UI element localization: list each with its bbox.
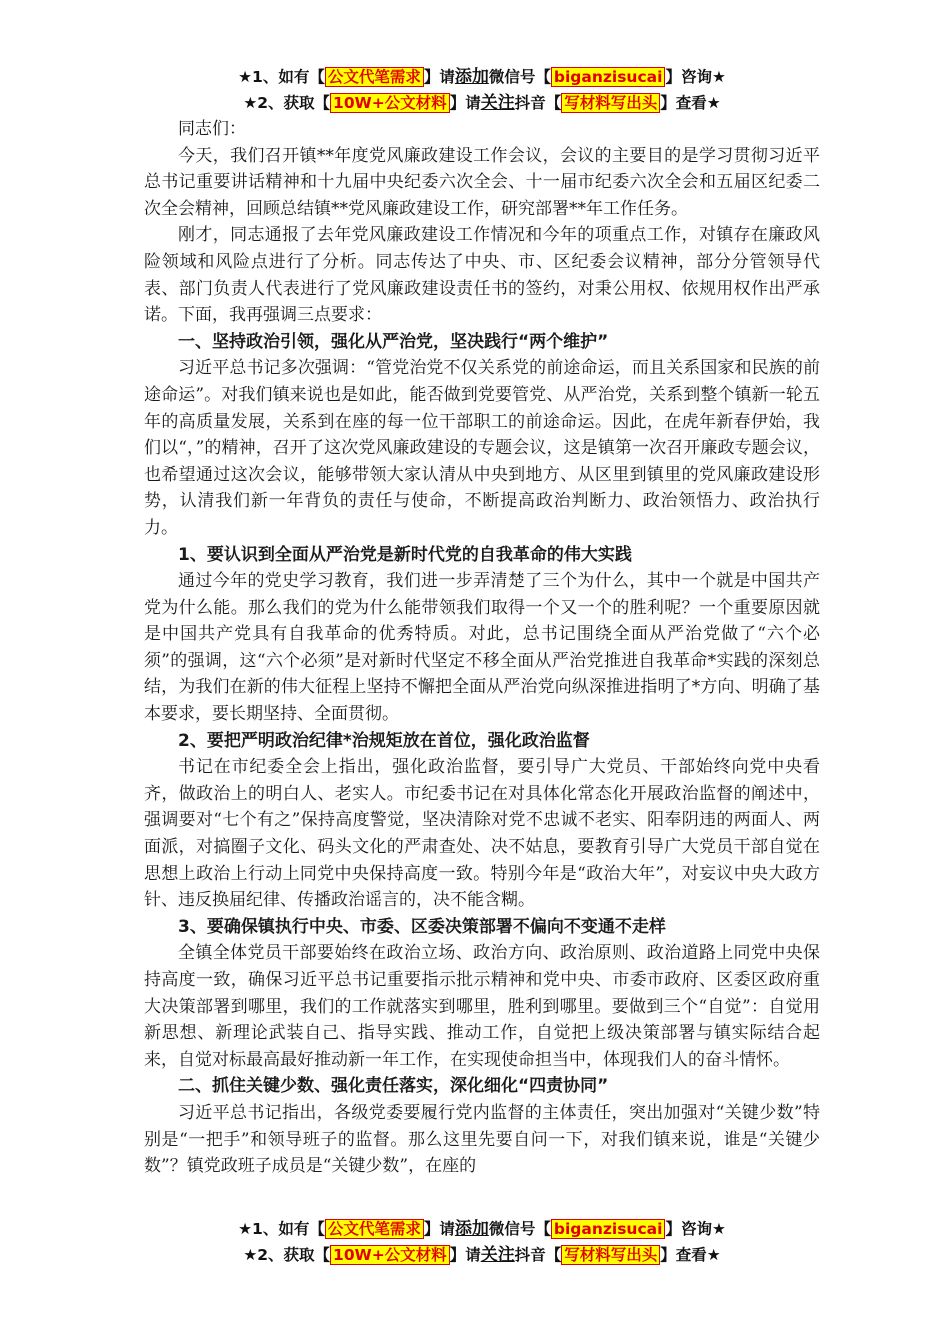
section-heading: 二、抓住关键少数、强化责任落实，深化细化“四责协同”: [178, 1076, 609, 1097]
footer-banner: [144, 1216, 820, 1268]
subsection-heading: 3、要确保镇执行中央、市委、区委决策部署不偏向不变通不走样: [178, 916, 666, 937]
paragraph: 今天，我们召开镇**年度党风廉政建设工作会议，会议的主要目的是学习贯彻习近平总书记重要讲话精神和十九届中央纪委六次全会、十一届市纪委六次全会和五届区纪委二次全会精神，回顾总结镇**党风廉政建设工作，研究部署**年工作任务。: [144, 145, 820, 219]
subsection-heading: 2、要把严明政治纪律*治规矩放在首位，强化政治监督: [178, 730, 590, 751]
document-page: [144, 64, 820, 1180]
paragraph: 刚才，同志通报了去年党风廉政建设工作情况和今年的项重点工作，对镇存在廉政风险领域和风险点进行了分析。同志传达了中央、市、区纪委会议精神，部分分管领导代表、部门负责人代表进行了党风廉政建设责任书的签约，对秉公用权、依规用权作出严承诺。下面，我再强调三点要求：: [144, 225, 820, 326]
douyin-highlight: 写材料写出头: [561, 93, 660, 113]
highlight-tag: 10W+公文材料: [330, 93, 450, 113]
section-heading: 一、坚持政治引领，强化从严治党，坚决践行“两个维护”: [178, 331, 609, 352]
wechat-id-highlight: biganzisucai: [551, 67, 666, 87]
paragraph: 通过今年的党史学习教育，我们进一步弄清楚了三个为什么，其中一个就是中国共产党为什么能。那么我们的党为什么能带领我们取得一个又一个的胜利呢？一个重要原因就是中国共产党具有自我革命的优秀特质。对此，总书记围绕全面从严治党做了“六个必须”的强调，这“六个必须”是对新时代坚定不移全面从严治党推进自我革命*实践的深刻总结，为我们在新的伟大征程上坚持不懈把全面从严治党向纵深推进指明了*方向、明确了基本要求，要长期坚持、全面贯彻。: [144, 571, 820, 725]
footer-banner-line-2: ★2、获取【 10W+公文材料 】请关注抖音【 写材料写出头 】查看★: [243, 1245, 721, 1265]
paragraph: 习近平总书记多次强调：“管党治党不仅关系党的前途命运，而且关系国家和民族的前途命运”。对我们镇来说也是如此，能否做到党要管党、从严治党，关系到整个镇新一轮五年的高质量发展，关系到在座的每一位干部职工的前途命运。因此，在虎年新春伊始，我们以“，”的精神，召开了这次党风廉政建设的专题会议，这是镇第一次召开廉政专题会议，也希望通过这次会议，能够带领大家认清从中央到地方、从区里到镇里的党风廉政建设形势，认清我们新一年背负的责任与使命，不断提高政治判断力、政治领悟力、政治执行力。: [144, 358, 820, 538]
subsection-heading: 1、要认识到全面从严治党是新时代党的自我革命的伟大实践: [178, 544, 632, 565]
salutation: 同志们：: [178, 119, 246, 139]
paragraph: 全镇全体党员干部要始终在政治立场、政治方向、政治原则、政治道路上同党中央保持高度一致，确保习近平总书记重要指示批示精神和党中央、市委市政府、区委区政府重大决策部署到哪里，我们的工作就落实到哪里，胜利到哪里。要做到三个“自觉”：自觉用新思想、新理论武装自己、指导实践、推动工作，自觉把上级决策部署与镇实际结合起来，自觉对标最高最好推动新一年工作，在实现使命担当中，体现我们人的奋斗情怀。: [144, 943, 820, 1070]
footer-banner-line-1: ★1、如有【 公文代笔需求 】请添加微信号【 biganzisucai 】咨询★: [238, 1219, 726, 1239]
paragraph: 习近平总书记指出，各级党委要履行党内监督的主体责任，突出加强对“关键少数”特别是“一把手”和领导班子的监督。那么这里先要自问一下，对我们镇来说，谁是“关键少数”？镇党政班子成员是“关键少数”，在座的: [144, 1102, 820, 1177]
banner-line-1: ★1、如有【 公文代笔需求 】请添加微信号【 biganzisucai 】咨询★: [238, 67, 726, 87]
highlight-tag: 公文代笔需求: [325, 67, 424, 87]
paragraph: 书记在市纪委全会上指出，强化政治监督，要引导广大党员、干部始终向党中央看齐，做政治上的明白人、老实人。市纪委书记在对具体化常态化开展政治监督的阐述中，强调要对“七个有之”保持高度警觉，坚决清除对党不忠诚不老实、阳奉阴违的两面人、两面派，对搞圈子文化、码头文化的严肃查处、决不姑息，要教育引导广大党员干部自觉在思想上政治上行动上同党中央保持高度一致。特别今年是“政治大年”，对妄议中央大政方针、违反换届纪律、传播政治谣言的，决不能含糊。: [144, 757, 820, 911]
banner-line-2: ★2、获取【 10W+公文材料 】请关注抖音【 写材料写出头 】查看★: [243, 93, 721, 113]
